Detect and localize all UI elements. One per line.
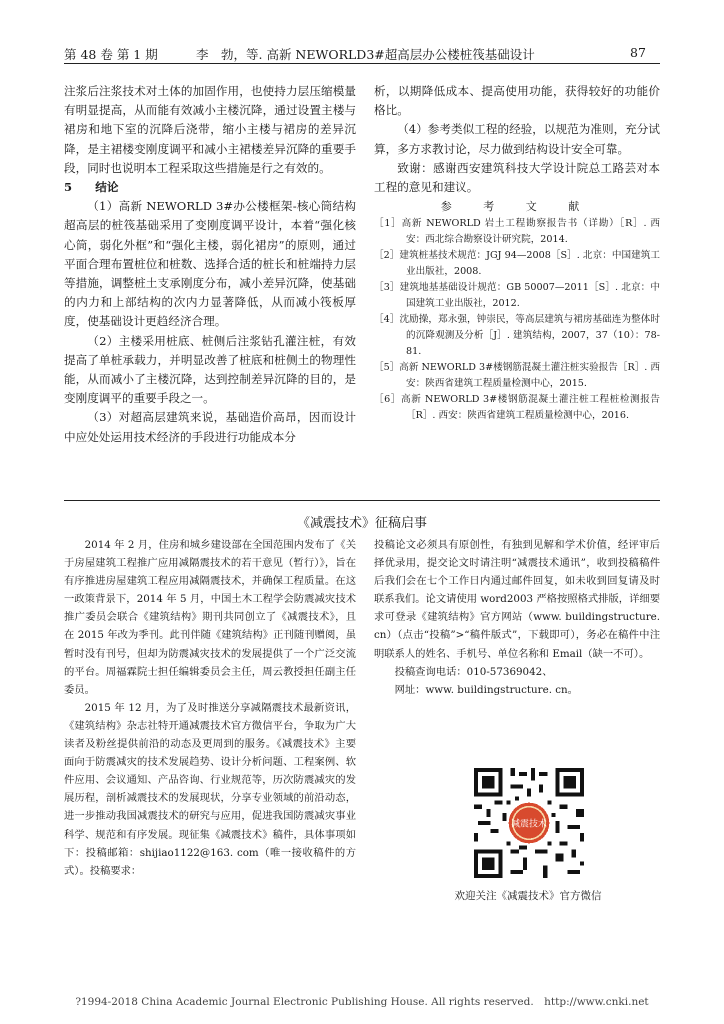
right-column — [374, 82, 660, 424]
reference-item: ［2］建筑桩基技术规范：JGJ 94—2008［S］. 北京：中国建筑工业出版社，2008. — [374, 250, 660, 278]
copyright-footer: ?1994-2018 China Academic Journal Electronic Publishing House. All rights reserved. http://www.cnki.net — [75, 996, 649, 1008]
reference-item: ［5］高新 NEWORLD 3#楼钢筋混凝土灌注桩实验报告［R］. 西安：陕西省建筑工程质量检测中心，2015. — [374, 362, 660, 390]
submission-website: 网址：www. buildingstructure. cn。 — [394, 683, 578, 696]
paragraph: 注浆后注浆技术对土体的加固作用，也使持力层压缩模量有明显提高，从而能有效减小主楼沉降，通过设置主楼与裙房和地下室的沉降后浇带，缩小主楼与裙房的差异沉降，是主裙楼变刚度调平和减小主裙楼差异沉降的重要手段，同时也说明本工程采取这些措施是行之有效的。 — [64, 84, 356, 175]
reference-item: ［3］建筑地基基础设计规范：GB 50007—2011［S］. 北京：中国建筑工业出版社，2012. — [374, 282, 660, 310]
paragraph: 2014 年 2 月，住房和城乡建设部在全国范围内发布了《关于房屋建筑工程推广应用减隔震技术的若干意见（暂行）》，旨在有序推进房屋建筑工程应用减隔震技术，并确保工程质量。在这一政策背景下，2014 年 5 月，中国土木工程学会防震减灾技术推广委员会联合《建筑结构》期刊共同创立了《减震技术》，且在 2015 年改为季刊。此刊伴随《建筑结构》正刊随刊赠阅，虽暂时没有刊号，但却为防震减灾技术的发展提供了一个广泛交流的平台。周福霖院士担任编辑委员会主任，周云教授担任副主任委员。 — [64, 539, 356, 696]
paragraph: 析，以期降低成本、提高使用功能，获得较好的功能价格比。 — [374, 84, 660, 118]
header-volume: 第 48 卷 第 1 期 — [64, 47, 158, 62]
submission-phone: 投稿查询电话：010-57369042、 — [394, 665, 553, 678]
reference-item: ［1］高新 NEWORLD 岩土工程勘察报告书（详勘）［R］. 西安：西北综合勘察设计研究院，2014. — [374, 218, 660, 246]
reference-item: ［4］沈励操，郑永强，钟崇民，等高层建筑与裙房基础连为整体时的沉降观测及分析［J］. 建筑结构，2007，37（10）：78-81. — [374, 314, 660, 358]
notice-divider — [64, 500, 660, 501]
references-title: 参 考 文 献 — [440, 200, 594, 214]
paragraph: （4）参考类似工程的经验，以规范为准则，充分试算，多方求教讨论，尽力做到结构设计安全可靠。 — [374, 122, 660, 156]
qr-caption: 欢迎关注《减震技术》官方微信 — [454, 890, 602, 902]
paragraph: （2）主楼采用桩底、桩侧后注浆钻孔灌注桩，有效提高了单桩承载力，并明显改善了桩底和桩侧土的物理性能，从而减小了主楼沉降，达到控制差异沉降的目的，是变刚度调平的重要手段之一。 — [64, 333, 356, 406]
acknowledgement: 致谢：感谢西安建筑科技大学设计院总工路芸对本工程的意见和建议。 — [374, 160, 660, 195]
notice-left-column — [64, 536, 356, 880]
header-page-number: 87 — [630, 45, 646, 60]
wechat-qr-code — [470, 764, 588, 882]
reference-item: ［6］高新 NEWORLD 3#楼钢筋混凝土灌注桩工程桩检测报告［R］. 西安：陕西省建筑工程质量检测中心，2016. — [374, 394, 660, 422]
notice-right-column — [374, 536, 660, 699]
notice-title: 《减震技术》征稿启事 — [296, 516, 427, 531]
qr-badge-text: 减震技术 — [511, 819, 547, 830]
header-rule — [64, 63, 660, 64]
section-heading: 5 结论 — [64, 180, 119, 195]
header-title: 李 勃，等. 高新 NEWORLD3#超高层办公楼桩筏基础设计 — [196, 47, 535, 62]
paragraph: （3）对超高层建筑来说，基础造价高昂，因而设计中应处处运用技术经济的手段进行功能成本分 — [64, 410, 356, 444]
paragraph: 投稿论文必须具有原创性，有独到见解和学术价值，经评审后择优录用，提交论文时请注明“减震技术通讯”，收到投稿稿件后我们会在七个工作日内通过邮件回复，如未收到回复请及时联系我们。论文请使用 word2003 严格按照格式排版，详细要求可登录《建筑结构》官方网站（www. buildingstructure. cn）（点击“投稿”>“稿件版式”，下载即可），务必在稿件中注明联系人的姓名、手机号、单位名称和 Email（缺一不可）。 — [374, 539, 660, 660]
paragraph: （1）高新 NEWORLD 3#办公楼框架-核心筒结构超高层的桩筏基础采用了变刚度调平设计，本着“强化核心筒，弱化外框”和“强化主楼，弱化裙房”的原则，通过平面合理布置桩位和桩数、选择合适的桩长和桩端持力层等措施，调整桩土支承刚度分布，减小差异沉降，使基础的内力和上部结构的次内力显著降低，从而减小筏板厚度，使基础设计更趋经济合理。 — [64, 199, 356, 329]
left-column — [64, 82, 356, 447]
paragraph: 2015 年 12 月，为了及时推送分享减隔震技术最新资讯，《建筑结构》杂志社特开通减震技术官方微信平台，争取为广大读者及粉丝提供前沿的动态及更周到的服务。《减震技术》主要面向于防震减灾的技术发展趋势、设计分析问题、工程案例、软件应用、会议通知、产品咨询、行业规范等，历次防震减灾的发展历程，剖析减震技术的发展现状，分享专业领域的前沿动态，进一步推动我国减震技术的研究与应用，促进我国防震减灾事业科学、规范和有序发展。现征集《减震技术》稿件，具体事项如下：投稿邮箱：shijiao1122@163. com（唯一接收稿件的方式）。投稿要求： — [64, 701, 356, 877]
